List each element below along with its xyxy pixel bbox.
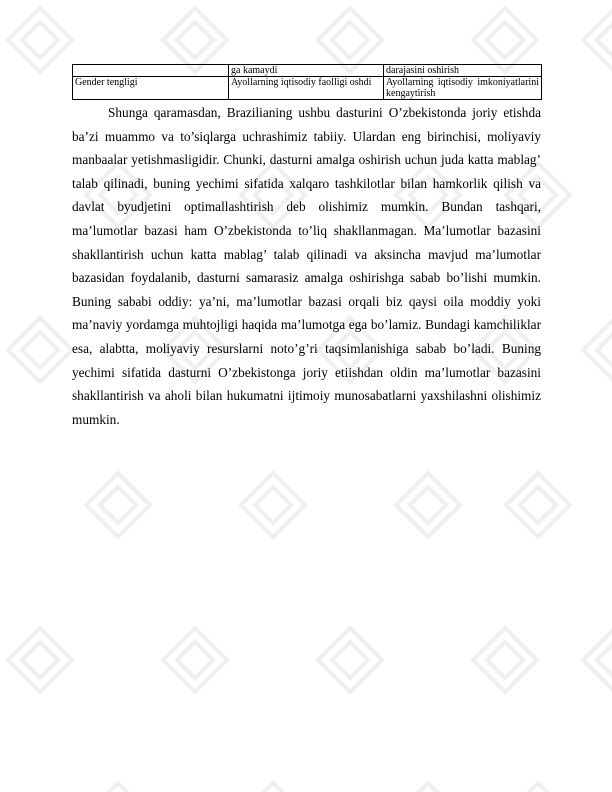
table-cell: darajasini oshirish bbox=[384, 65, 542, 77]
diamond-logo-icon bbox=[241, 473, 305, 537]
diamond-logo-icon bbox=[241, 783, 305, 792]
diamond-logo-icon bbox=[583, 628, 612, 692]
diamond-logo-icon bbox=[396, 783, 460, 792]
table-cell: Gender tengligi bbox=[73, 77, 229, 100]
table-fragment bbox=[72, 64, 542, 100]
diamond-logo-icon bbox=[163, 628, 227, 692]
diamond-logo-icon bbox=[8, 628, 72, 692]
diamond-logo-icon bbox=[473, 628, 537, 692]
diamond-logo-icon bbox=[8, 318, 72, 382]
diamond-logo-icon bbox=[8, 8, 72, 72]
body-paragraph: Shunga qaramasdan, Brazilianing ushbu dasturini O’zbekistonda joriy etishda ba’zi muammo va to’siqlarga uchrashimiz tabiiy. Ulardan eng birinchisi, moliyaviy manbaalar yetishmasligidir. Chunki, dasturni amalga oshirish uchun juda katta mablag’ talab qilinadi, buning yechimi sifatida xalqaro tashkilotlar bilan hamkorlik qilish va davlat byudjetini optimallashtirish deb olishimiz mumkin. Bundan tashqari, ma’lumotlar bazasi ham O’zbekistonda to’liq shakllanmagan. Ma’lumotlar bazasini shakllantirish uchun katta mablag’ talab qilinadi va aksincha mavjud ma’lumotlar bazasidan foydalanib, dasturni samarasiz amalga oshirishga sabab bo’lishi mumkin. Buning sababi oddiy: ya’ni, ma’lumotlar bazasi orqali biz qaysi oila moddiy yoki ma’naviy yordamga muhtojligi haqida ma’lumotga ega bo’lamiz. Bundagi kamchiliklar esa, alabtta, moliyaviy resurslarni noto’g’ri taqsimlanishiga sabab bo’ladi. Buning yechimi sifatida dasturni O’zbekistonga joriy etiishdan oldin ma’lumotlar bazasini shakllantirish va aholi bilan hukumatni ijtimoiy munosabatlarni yaxshilashni olishimiz mumkin. bbox=[72, 105, 541, 427]
diamond-logo-icon bbox=[318, 8, 382, 72]
table-cell bbox=[73, 65, 229, 77]
table-cell: Ayollarning iqtisodiy faolligi oshdi bbox=[229, 77, 384, 100]
diamond-logo-icon bbox=[583, 318, 612, 382]
table-cell: ga kamaydi bbox=[229, 65, 384, 77]
diamond-logo-icon bbox=[506, 783, 570, 792]
diamond-logo-icon bbox=[396, 473, 460, 537]
diamond-logo-icon bbox=[473, 8, 537, 72]
diamond-logo-icon bbox=[86, 783, 150, 792]
diamond-logo-icon bbox=[86, 473, 150, 537]
diamond-logo-icon bbox=[163, 8, 227, 72]
table-row bbox=[73, 77, 542, 100]
diamond-logo-icon bbox=[318, 628, 382, 692]
document-page bbox=[72, 64, 541, 431]
diamond-logo-icon bbox=[583, 8, 612, 72]
table-cell: Ayollarning iqtisodiy imkoniyatlarini kengaytirish bbox=[384, 77, 542, 100]
table-row bbox=[73, 65, 542, 77]
diamond-logo-icon bbox=[506, 473, 570, 537]
